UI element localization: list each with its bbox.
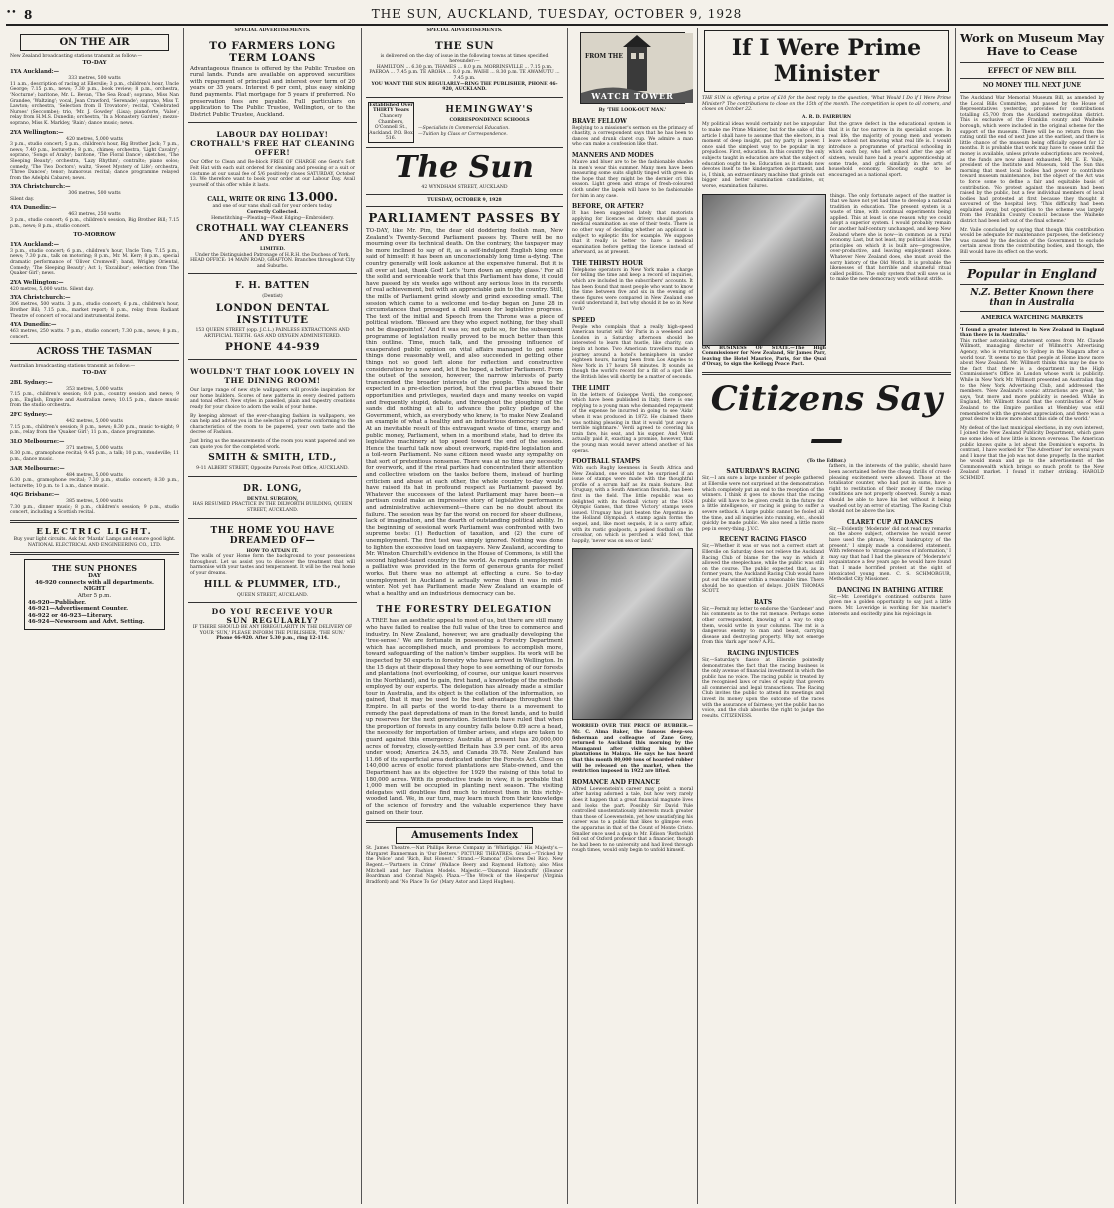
- station-christchurch-tomorrow: 3YA Christchurch:—: [10, 295, 71, 302]
- sun-phones-after: After 5 p.m.: [77, 593, 112, 600]
- ad-crothall-addr: HEAD OFFICE: 14 MAIN ROAD, GRAFTON. Branches throughout City and Suburbs.: [190, 258, 355, 269]
- ad-home-dreams: [188, 519, 357, 604]
- ad-receive-line-1: DO YOU RECEIVE YOUR: [211, 607, 334, 617]
- ad-batten-name: F. H. BATTEN: [235, 281, 310, 292]
- ad-dental-institute: [188, 274, 357, 360]
- speed-body: People who complain that a really high-speed American tourist will 'do' Paris in a weekend and London in a Saturday afternoon should be interested to learn that hustle, like charity, can begin at home. Two American travellers made a journey around a hotel's hemisphere in under eighteen hours, having been from Los Angeles to New York in 17 hours 58 minutes. It sounds as though the world's record for a flit of a spot like the British Isles will shortly be a matter of seconds.: [572, 324, 693, 380]
- radio-intro: New Zealand broadcasting stations transmit as follow:—: [10, 54, 143, 59]
- ad-wallpaper: [188, 360, 357, 477]
- manners-heading: MANNERS AND MODES: [572, 151, 654, 159]
- special-ads-label-2: SPECIAL ADVERTISEMENTS.: [426, 28, 503, 33]
- ad-hemingway-est: Established Over THIRTY Years: [369, 102, 413, 114]
- station-wellington-power: 420 metres, 5,000 watts: [66, 136, 123, 142]
- station-3ar-power: 484 metres, 5,000 watts: [66, 472, 123, 478]
- ad-crothall-ltd: LIMITED.: [260, 247, 285, 253]
- ad-long-body: HAS RESUMED PRACTICE IN THE DILWORTH BUILDING, QUEEN STREET, AUCKLAND.: [192, 502, 353, 513]
- station-2bl: 2BL Sydney:—: [10, 379, 53, 386]
- ad-hemingway-tag-1: —Specialists in Commercial Education.: [418, 126, 510, 132]
- ad-hemingway-name: HEMINGWAY'S: [445, 104, 534, 115]
- letter-racing-injustices-body: Sir,—Saturday's fiasco at Ellerslie pointedly demonstrates the fact that the racing business is the only avenue of financial investment in which the public has no voice. The racing public is treated by the recognised laws or rules of equity that govern all commercial and legal transactions. The Racing Club invites the public to attend its meetings and invest its money upon the outcome of the races with the assurance of fairness; yet the public has no voice, and the club absorbs the right to judge the results. CITIZENESS.: [702, 657, 824, 719]
- ad-crothall: [188, 123, 357, 274]
- ad-hemingway-sub: CORRESPONDENCE SCHOOLS: [449, 117, 530, 123]
- electric-light-heading: ELECTRIC LIGHT.: [36, 527, 153, 538]
- column-radio: [6, 28, 184, 1204]
- ad-crothall-name: CROTHALL WAY CLEANERS AND DYERS: [196, 224, 349, 245]
- letter-claret-heading: CLARET CUP AT DANCES: [846, 518, 934, 526]
- sun-phones-night: NIGHT: [83, 586, 106, 593]
- ad-hemingway-main: [418, 102, 561, 143]
- football-body: With such Rugby keenness in South Africa and New Zealand, one would not be surprised if an issue of stamps were made with the thoughtful profile of a scrum half as its main feature. But Uruguay, with a South American flourish, has been first in the field. The little republic was so delighted with its football victory at the 1924 Olympic Games, that three 'Victory' stamps were issued. Uruguay has just beaten the Argentine in the Holland Olympiad. A stamp again forms the sequel, and, like most sequels, it is a sorry affair, with its rustic goalposts, a poised football on the crossbar, on which is perched a wild fowl, that happily, 'never was on sea or land.': [572, 466, 693, 544]
- paper-date: TUESDAY, OCTOBER 9, 1928: [427, 197, 502, 203]
- station-3lo: 3LO Melbourne:—: [10, 438, 65, 445]
- ad-hill-name: HILL & PLUMMER, LTD.,: [203, 579, 342, 590]
- sun-phones-number-4: 46-924—Newsroom and Advt. Setting.: [28, 619, 145, 626]
- radio-today-label: TO-DAY: [82, 59, 107, 66]
- column-watch-tower: [568, 28, 698, 1204]
- ad-crothall-patron: Under the Distinguished Patronage of H.R.H. the Duchess of York.: [194, 252, 351, 258]
- ad-farmers-body: Advantageous finance is offered by the Public Trustee on rural lands. Funds are available on approved securities with repayment of principal and interest over term of 20 years or 35 years. Interest 6 per cent, plus easy sinking fund payments. Flat mortgage for 5 years if preferred. No preservation fees are payable. Full particulars on application to The Public Trustee, Wellington, or to the District Public Trustee, Auckland.: [190, 65, 355, 118]
- letter-bathing-body: Sir,—Mr. Loveridge's continued outbursts have given me a golden opportunity to say just a little more. Mr. Loveridge is working for his master's interests and excitedly pins his rejoicings in: [829, 594, 951, 617]
- tasman-heading: ACROSS THE TASMAN: [36, 347, 153, 358]
- photo-alma-baker: [572, 548, 693, 720]
- station-auckland-programme: 11 a.m., description of racing at Ellerslie; 3 p.m., children's hour, Uncle George; 7.15 p.m., news; 7.30 p.m., book review; 8 p.m., orchestra, 'Nocturne'; baritone, Mr. L. Bevan, 'The Sea Road'; soprano, Miss Nan Grandee, 'Waltzing'; vocal, Jean Crawford, 'Serenade'; soprano, Miss T. Lawton; orchestra, 'Selection from Il Trovatore'; recital, 'Celebrated Nurses' (Seccombe); trio, 'Mr. J. Gowdey' (Lisa); pianoforte, 'Valse'; relay from H.M.S. Dunedin; orchestra, 'In a Monastery Garden'; mezzo-soprano, Miss K. Markley, 'Rain'; dance music; news.: [10, 81, 179, 126]
- ad-wallpaper-body: Our large range of new style wallpapers will provide inspiration for our home builders. Scores of new patterns in every desired pattern and tonal effect. New styles in panelled, plain and tapestry creations ready for your choice to adorn the walls of your home.: [190, 388, 355, 411]
- limit-heading: THE LIMIT: [572, 384, 610, 392]
- pm-body-columns: [702, 122, 951, 189]
- ad-wallpaper-body-2: By keeping abreast of the ever-changing fashion in wallpapers, we can help and advise you in the selection of patterns conforming to the characteristics of the room to be papered, your own taste and the decree of Fashion.: [190, 413, 355, 436]
- paper-address: 42 WYNDHAM STREET, AUCKLAND: [421, 184, 508, 190]
- column-prime-minister: [698, 28, 956, 1204]
- station-christchurch-silent: Silent day.: [10, 196, 35, 202]
- ad-wallpaper-body-3: Just bring us the measurements of the room you want papered and we can quote you for the completed work.: [190, 439, 355, 450]
- ad-long-role: DENTAL SURGEON,: [246, 496, 299, 502]
- pm-photo-row: [702, 194, 951, 368]
- letter-claret-body: Sir,—Evidently 'Moderate' did not read my remarks on the above subject, otherwise he would never have used the phrase, 'Moral bankruptcy of the present.' I simply made a considered statement. With reference to 'strange sources of information,' I may say that had I had the pleasure of 'Moderate's' acquaintance a few years ago he would have found that I made horrified protest at the sight of intoxicated young men. C. S. SCHMORGUR, Methodist City Missioner.: [829, 526, 951, 583]
- ad-sun-delivery: [366, 34, 563, 98]
- sun-phones-number-1: 46-920—Publisher.: [28, 599, 86, 606]
- letter-bathing-heading: DANCING IN BATHING ATTIRE: [836, 586, 944, 594]
- station-2bl-power: 353 metres, 5,000 watts: [66, 386, 123, 392]
- sun-phones-day: DAY: [88, 573, 101, 580]
- station-dunedin-tomorrow: 4YA Dunedin:—: [10, 322, 57, 329]
- popular-sub-2: AMERICA WATCHING MARKETS: [981, 314, 1083, 321]
- station-auckland-programme-tomorrow: 3 p.m., studio concert; 6 p.m., children's hour, Uncle Tom; 7.15 p.m., news; 7.30 p.m., talk on motoring; 8 p.m., Mr. M. Kerr; 8 p.m., special dramatic performance of 'Oliver Cromwell'; band, Wrigley Oriental, Comedy; 'The Sleeping Beauty'; Act 1; 'Excalibur'; selection from 'The Quaker Girl'; news.: [10, 248, 179, 277]
- ad-wallpaper-heading: WOULDN'T THAT LOOK LOVELY IN THE DINING ROOM!: [190, 367, 355, 386]
- masthead-title: THE SUN, AUCKLAND, TUESDAY, OCTOBER 9, 1928: [371, 7, 743, 21]
- station-christchurch-power: 306 metres, 500 watts: [68, 191, 121, 197]
- ad-crothall-heading: LABOUR DAY HOLIDAY! CROTHALL'S FREE HAT CLEANING OFFER!: [190, 130, 355, 158]
- ad-receive-body: IF THERE SHOULD BE ANY IRREGULARITY IN THE DELIVERY OF YOUR 'SUN,' PLEASE INFORM THE PUBLISHER, 'THE SUN.': [192, 625, 353, 636]
- letter-recent-body: Sir,—Whether it was or was not a correct start at Ellerslie on Saturday does not relieve the Auckland Racing Club of blame for the way in which it allowed the steeplechase, while the public was still on the course. The public expected that, as in former years, the Auckland Racing Club would have put out the winner within a reasonable time. There should be no question of delays. JOHN THOMAS SCOTT.: [702, 544, 824, 595]
- ad-receive-phone: Phone 46-920. After 5.30 p.m., ring 12-114.: [216, 636, 329, 642]
- ad-institute-name: LONDON DENTAL INSTITUTE: [215, 302, 330, 327]
- ad-crothall-call-label: CALL, WRITE OR RING: [207, 196, 286, 204]
- station-auckland-power: 333 metres, 500 watts: [68, 76, 121, 82]
- station-3ar-programme: 6.30 p.m., gramophone recital; 7.30 p.m., studio concert; 8.30 p.m., lecturette; 10 p.m. to 1 a.m., dance music.: [10, 478, 179, 489]
- letter-racing-body: Sir,—I am sure a large number of people gathered at Ellerslie were not surprised at the demonstration which completely put an end to the reception of the winners. I think it goes to shows that the racing public will have to be given credit in the future for a little intelligence, or racing is going to suffer a severe setback. A large public cannot be fooled all the time, and all inquiries into running, etc., should quickly be made public. We also need a little more pep in every-thing. J.V.C.: [702, 476, 824, 532]
- letter-rats-heading: RATS: [753, 598, 773, 606]
- ad-home-body: The walls of your Home form the background to your possessions throughout. Let us assist you to discover the treatment that will harmonise with your tastes and temperament. It will be the real home of your dreams.: [190, 554, 355, 576]
- ad-smith-addr: 9-11 ALBERT STREET, Opposite Parcels Post Office, AUCKLAND.: [196, 466, 349, 472]
- ad-hemingway-side: [368, 102, 414, 143]
- romance-body: Alfred Loewenstein's career may point a moral after having adorned a tale, but how very rarely does it happen that a great financial magnate lives and looks the part. Possibly Sir David Yule controlled unostentatiously interests much greater than those of Loewenstein, yet how unsatisfying his career was to a public that likes to glimpse even the apparatus in that of the Count of Monte Cristo. Smaller once used a quip to Mr. Edison 'Rothschild fell out of Oxford professor that a financier, though he had been to no university and had lived through rough times, would only begin to unfold himself.: [572, 786, 693, 854]
- station-dunedin-programme: 3 p.m., studio concert; 6 p.m., children's session, Big Brother Bill; 7.15 p.m., news; 8 p.m., studio concert.: [10, 218, 179, 229]
- ad-sun-delivery-footer: YOU WANT THE SUN REGULARLY—RING THE PUBLISHER, PHONE 46-920, AUCKLAND.: [371, 81, 558, 93]
- watch-from-label: FROM THE: [585, 53, 623, 60]
- brave-body: Replying to a missioner's sermon on the primacy of chastity, a correspondent says that he has been to dances and drunk claret cup. We admire a man who can make a confession like that.: [572, 125, 693, 148]
- station-wellington: 2YA Wellington:—: [10, 129, 64, 136]
- station-4qg-programme: 7.30 p.m., dinner music; 8 p.m., children's session; 9 p.m., studio concert, including a Scottish recital.: [10, 504, 179, 516]
- pm-intro: THE SUN is offering a prize of £10 for the best reply to the question, 'What Would I Do if I Were Prime Minister?' The contributions to close on the 15th of the month. The competition is open to all comers, and closes on October 22.: [702, 96, 951, 113]
- sun-phones-number-3: 46-922 or 46-923—Literary.: [28, 612, 113, 619]
- sun-phones-day-text: 46-920 connects with all departments.: [35, 579, 154, 586]
- station-3lo-programme: 8.30 p.m., gramophone recital; 9.45 p.m., a talk; 10 p.m., vaudeville; 11 p.m., dance music.: [10, 451, 179, 462]
- popular-intro: 'I found a greater interest in New Zealand in England than there is in Australia.': [960, 327, 1104, 339]
- tasman-intro: Australian broadcasting stations transmit as follow:—: [10, 364, 136, 370]
- station-auckland: 1YA Auckland:—: [10, 69, 60, 76]
- limit-body: In the letters of Guiseppe Verdi, the composer, which have been published in Italy, there is one replying to a young man who demanded repayment of the expense he incurred in going to see 'Aida' when it was produced in 1872. He claimed there was nothing pleasing in that it would 'put away a terrible nightmare.' Verdi agreed to covering his train fare, his seat, and his supper. And Verdi actually paid it, exacting a promise, however, that the young man would never attend another of his operas.: [572, 392, 693, 454]
- citizens-say-sub: (To the Editor.): [806, 458, 847, 464]
- letter-rats-body: Sir,—Permit my letter to endorse the 'Gardener' and his comments as to the rat menace. Perhaps some other correspondent, knowing of a way to stop them, would write in your columns. The rat is a dangerous enemy to man and beast, carrying disease and destroying property. Why not emerge from this 'dark age' now? A.P.L.: [702, 606, 824, 646]
- ad-sun-delivery-body: is delivered on the day of issue in the following towns at times specified hereunder:—: [380, 53, 549, 65]
- ad-dr-long: [188, 477, 357, 519]
- masthead: [6, 4, 1108, 26]
- football-heading: FOOTBALL STAMPS: [572, 458, 641, 466]
- page-corner-mark: ••: [6, 8, 17, 18]
- brave-heading: BRAVE FELLOW: [572, 117, 627, 125]
- column-ads: [184, 28, 362, 1204]
- manners-body: Mauve and bluer are to be the fashionable shades in men's wear this summer. Many men have been measuring some suits slightly tinged with green in the hope that they might be the dernier cri this season. Light green and straps of fresh-coloured cloth under the lapels will have to be fashionable for him in any case.: [572, 159, 693, 199]
- column-museum: [956, 28, 1108, 1204]
- station-christchurch-programme-tomorrow: 306 metres, 500 watts. 3 p.m., studio concert; 6 p.m., children's hour, Brother Bill; 7.15 p.m., market report; 8 p.m., relay from Radiant Theatre of concert of vocal and instrumental items.: [10, 302, 179, 319]
- forestry-heading: THE FORESTRY DELEGATION: [376, 605, 553, 616]
- photo-sir-james-parr: [702, 194, 826, 346]
- popular-body-2: My defeat of the last municipal elections, in my own interest, I joined the New Zealand Publicity Department, which gave me some idea of how little is known overseas. The American public knows quite a lot about the Dominion's exports. In contrast, I have worked for 'The Advertiser' for several years and I know that the job was not done properly. In the market he would mean and go to the advertisement of the Commonwealth which brings so much profit to the New Zealand market. I found it rather striking. HAROLD SCHMIDT.: [960, 425, 1104, 482]
- photo-parr-caption: ON BUSINESS OF STATE.—The High Commissioner for New Zealand, Sir James Parr, leaving the Hotel Maurice, Paris, for the Quai d'Orsay, to sign the Kellogg Peace Pact.: [702, 345, 826, 368]
- station-2fc-programme: 7.15 p.m., children's session; 8 p.m., news; 8.30 p.m., music to-night; 9 p.m., relay from the 'Quaker Girl'; 11 p.m., dance programme.: [10, 424, 179, 436]
- museum-body-2: Mr. Vaile concluded by saying that though this contribution would be adequate for maintenance purposes, the deficiency was caused by the decision of the Government to exclude certain areas from the contributing bodies, and though, the Bill would have its effect on the work.: [960, 227, 1104, 256]
- ad-institute-body: 153 QUEEN STREET (opp. J.C.L.) PAINLESS EXTRACTIONS AND ARTIFICIAL TEETH. GAS AND OXYGEN ADMINISTERED.: [195, 328, 350, 339]
- special-ads-label: SPECIAL ADVERTISEMENTS.: [234, 28, 311, 33]
- pm-body-2: But the grave defect in the educational system is that it is far too narrow in its specialist scope. In real life, the majority of young men and women leave school not knowing what real life is. I would introduce a programme of practical schooling in which each boy, who left school after the age of sixteen, would have had a year's apprenticeship at some trade, and girls similarly in the arts of household economy. Shooting ought to be encouraged as a national sport.: [828, 122, 951, 178]
- ad-home-heading: THE HOME YOU HAVE DREAMED OF—: [210, 525, 335, 546]
- station-wellington-programme-tomorrow: 420 metres, 5,000 watts. Silent day.: [10, 286, 94, 292]
- popular-heading: Popular in England: [967, 266, 1097, 281]
- photo-alma-baker-caption: WORRIED OVER THE PRICE OF RUBBER.—Mr. C. Alma Baker, the famous deep-sea fisherman and colleague of Zane Grey, returned to Auckland this morning by the Maunganui after visiting his rubber plantations in Malaya. He says he has heard that this month 80,000 tons of hoarded rubber will be released on the market, when the restriction imposed in 1922 are lifted.: [572, 724, 693, 775]
- ad-sun-delivery-heading: THE SUN: [434, 39, 495, 52]
- letter-racing-heading: SATURDAY'S RACING: [726, 468, 800, 476]
- ad-crothall-call: [190, 190, 355, 204]
- watch-tower-masthead: [580, 32, 685, 104]
- pm-header-box: [704, 30, 949, 92]
- station-2fc: 2FC Sydney:—: [10, 411, 53, 418]
- museum-body: The Auckland War Memorial Museum Bill, as amended by the Local Bills Committee, and passed by the House of Representatives yesterday, provides for contributions totalling £5,700 from the Auckland metropolitan district. This is exclusive of the Franklin county and Waiheke borough, which were included in the original scheme for the support of the museum. There will be no return from the rating until the end of next June at the earliest, and there is little chance of the museum being officially opened for 12 months. It is probable that work may have to cease until the money is available, unless private subscriptions are received, as the funds are now almost exhausted. Mr. E. E. Vaile, president of the Institute and Museum, told The Sun this morning that most local bodies had power to contribute toward museum maintenance, but the object of the Act was to force some to define a fair and equitable basis of contribution. 'No protest against the museum had been raised by the public, but a few individual members of local bodies had protested at first because they thought it savoured of the hospital levy. 'This difficulty had been explained away, but opposition to the scheme was largely from the Franklin County Council because the Waiheke district had been left out of the final scheme.': [960, 96, 1104, 225]
- ad-sun-delivery-times: HAMILTON ... 6.30 p.m. THAMES ... 8.0 p.m. MORRINSVILLE ... 7.15 p.m. PAEROA ... 7.45 p.m. TE AROHA ... 8.0 p.m. WAIHI ... 8.30 p.m. TE AWAMUTU ... 7.45 p.m.: [369, 64, 560, 81]
- popular-sub: N.Z. Better Known there than in Australia: [970, 287, 1094, 308]
- thirsty-heading: THE THIRSTY HOUR: [572, 259, 644, 267]
- station-dunedin-power: 463 metres, 250 watts: [68, 212, 121, 218]
- amusements-heading: Amusements Index: [396, 827, 533, 844]
- ad-crothall-phone: 13.000.: [287, 190, 338, 205]
- citizens-letters: [702, 464, 951, 719]
- ad-crothall-van-note: and one of our vans shall call for your orders today.: [212, 204, 333, 210]
- station-3lo-power: 371 metres, 5,000 watts: [66, 445, 123, 451]
- station-wellington-programme: 3 p.m., studio concert; 5 p.m., children's hour, Big Brother Jack; 7 p.m., news; 7.40 p.m., lecturette; 8 p.m., chimes; orchestra, 'Light Cavalry'; soprano, 'Songs of Araby'; baritone, 'The Floral Dance'; sketches, 'The Sleeping Beauty'; orchestra, 'Lazy Rhythm'; contralto; piano solos; comedy, 'The Two Doctors'; waltz, 'Sweet Mystery of Life'; orchestra, 'Three Dances'; tenor; humorous recital; dance programme relayed from the Adelphi Cabaret; news.: [10, 142, 179, 181]
- citizens-letters-right: [829, 464, 951, 719]
- ad-receive-line-2: SUN REGULARLY?: [226, 616, 319, 626]
- popular-body: This rather astonishing statement comes from Mr. Claude Willmott, managing director of Willmott's Advertising Agency, who is returning to Sydney in the Niagara after a world tour. 'It seems to me that people at Home know more about New Zealand. Mr. Willmott thinks this may be due to the fact that there is a department in the High Commissioner's Office in London whose work is publicity. While in New York Mr. Willmott presented an Australian flag to the New York Advertising Club, and addressed the members. 'New Zealand's scenic attractions are great,' he says, 'but more and more publicity is needed. While in England, Mr. Willmott found that the contribution of New Zealand to the Empire pavilion at Wembley was still remembered with the greatest appreciation, and there was a great desire to know more about this side of the world.': [960, 338, 1104, 423]
- editorial-body: TO-DAY, like Mr. Pim, the dear old doddering foolish man, New Zealand's Twenty-Second Parliament passes by. There will be no mourning over its technical death. On the contrary, the taxpayer may be more inclined to say of it, as a self-indulgent English king once said of himself: it has been an unconscionably long time a-dying. The country generally will look askance at the expensive funeral. But it is all over at last, thank God! Let's 'turn down an empty glass.' For all the solid and serviceable work that this Parliament has done, it could have passed by six weeks ago without any serious loss in its records of real achievement, but with an appreciable gain to the country. Still, the mills of Parliament grind slowly and grind exceeding small. The session which came to a welcome end to-day began on June 28 in circumstances that presaged a dull season for legislative progress. The text of the initial and Speech from the Throne was a piece of political wisdom. 'Blessed are they who expect nothing, for they shall not be disappointed.' And it was so; not quite so, for the subsequent programme of legislation really proved to be much better than this thin outline. Time, much talk, and the pressing influence of exasperated public opinion on vital affairs managed to get some things done reasonably well, and also succeeded in getting other things not so good left alone for reflection and constructive consideration by a new and, let it be hoped, a better Parliament. From the outset of the session, however, the narrow interests of party transcended the broader interests of the people. This was to be expected in a pre-election period, but the rival parties abused their opportunities and privileges, wasted days and many weeks on vapid and frequently stupid, debate, and throughout the ploughing of the sands did nothing at all to advance the policy pledge of the Government, which, as everybody who knew, is 'to make New Zealand an example of what a healthy and an industrious democracy can be.' At an inevitable result of this extravagant waste of time, energy and public money, Parliament, when in a moribund state, had to drive its legislative machinery at top speed toward the end of the session. Hence the tearful talk now about overwork, rapid-fire legislation and a toil-worn Parliament. No sane citizen need waste any sympathy on that sort of pretentious nonsense. There was at no time any necessity for overwork, and if the rival parties had concentrated their attention and collective wisdom on the tasks before them, instead of hurling criticism and abuse at each other, the whole country to-day would have raised its hat in profound respect as Parliament passed by. Whatever the successes of the latest Parliament may have been—a partisan could make an impressive story of legislative performance and administrative achievement—there can be no doubt about its failure. The session was by far the worst on record for sheer dullness, lack of imagination, and the dearth of outstanding political ability. In the beginning of sessional work Parliament was confronted with two supreme tests: (1) Reduction of taxation, and (2) the cure of unemployment. The first test was simply ignored. Nothing was done to lighten the excessive load on taxpayers. New Zealand, according to Mr. Winston Churchill's evidence in the House of Commons, is still the second highest-taxed country in the world. As regards unemployment a palliative was provided in the form of generous grants for relief works. But there was no attempt at effecting a cure. So to-day unemployment in Auckland is actually worse than it was in mid-winter. Not yet has Parliament made New Zealand an example of what a healthy and an industrious democracy can be.: [366, 228, 563, 597]
- station-2bl-programme: 7.15 p.m., children's session; 8.0 p.m., country session and news; 9 p.m., English, Empire and Australian news; 10.15 p.m., dance music from the studio orchestra.: [10, 392, 179, 409]
- electric-light-body: Buy your light circuits. Ask for 'Mazda' Lamps and ensure good light. NATIONAL ELECTRICAL AND ENGINEERING CO., LTD.: [13, 537, 176, 548]
- station-dunedin: 4YA Dunedin:—: [10, 205, 57, 212]
- on-the-air-heading: ON THE AIR: [20, 34, 169, 51]
- before-body: It has been suggested lately that motorists applying for licences as drivers should pass a medical examination as one of their tests. There is no other way of deciding whether an applicant is subject to epileptic fits for example. We suppose that it really is better to have a medical examination before getting the licence instead of afterward, as at present.: [572, 211, 693, 256]
- museum-heading: Work on Museum May Have to Cease: [960, 31, 1104, 58]
- watch-byline: By 'THE LOOK-OUT MAN.': [598, 108, 667, 113]
- ad-batten-role: (Dentist): [262, 294, 283, 300]
- ad-crothall-body: Our Offer to Clean and Re-block FREE OF CHARGE one Gent's Soft Felt Hat with each suit ordered for cleaning and pressing or a suit or costume at our usual fee of 5/6 positively closes SATURDAY, October 13. We therefore want to book your order at our Labour Day. Avail yourself of this offer while it lasts.: [190, 160, 355, 188]
- letter-racing-injustices-heading: RACING INJUSTICES: [727, 649, 799, 657]
- museum-sub: EFFECT OF NEW BILL: [987, 66, 1077, 75]
- ad-home-sub: HOW TO ATTAIN IT.: [246, 548, 299, 554]
- speed-heading: SPEED: [572, 316, 596, 324]
- station-4qg-power: 385 metres, 5,000 watts: [66, 499, 123, 505]
- ad-farmers-loans: [188, 34, 357, 124]
- ad-hemingway: [366, 98, 563, 148]
- forestry-body: A TREE has an aesthetic appeal to most of us, but there are still many who have failed to realise the full value of the tree to commerce and industry. In New Zealand, however, we are gradually developing the 'tree-sense.' We are fortunate in possessing a Forestry Department which has accomplished much, and promises to accomplish more, toward safeguarding of the nation's timber supplies. Its work will be inspected by 50 experts in forestry who have arrived in Wellington. In the 15 days at their disposal they hope to see something of our forests and plantations (not overlooking, of course, our unique kauri reserves in the Northland), and to gain, first hand, a knowledge of the methods employed by our experts. The delegation has already made a similar tour in Australia, and its object is the collation of the information, so gained, that it may be used to the best advantage throughout the Empire. In all parts of the world to-day there is a movement to remedy the past depredations of man in the forest lands, and to build up reserves for the next generation. Scientists have ruled that when the proportion of forests in any country falls below 0.89 acre a head, the necessity for importation of timber arises, and steps are taken to guard against this emergency. Australia at present has 20,000,000 acres of forestry, closely-settled Britain has 3.9 per cent. of its area under wood; America 24.55, and Canada 39.78. New Zealand has 11.66 of its superficial area dedicated under the Forests Act. Close on 140,000 acres of exotic forest plantations are State-owned, and the Department has as its objective for 1929 the raising of this total to 180,000 acres. With its productive trade in view, it is probable that 1,000 men will be occupied in planting next season. The visiting delegates will doubtless find much to interest them in this richly-wooded land. We, in our turn, may learn much from their knowledge of the science of forestry and the valuable experience they have gained on their tour.: [366, 618, 563, 816]
- ad-hemingway-tag-2: —Tuition by Class or Correspondence.: [418, 131, 508, 137]
- pm-author: A. R. D. FAIRBURN: [801, 114, 852, 120]
- citizens-letters-left: [702, 464, 824, 719]
- column-editorial: [362, 28, 568, 1204]
- museum-sub-2: NO MONEY TILL NEXT JUNE: [982, 82, 1082, 89]
- ad-farmers-heading: TO FARMERS LONG TERM LOANS: [209, 39, 336, 64]
- thirsty-body: Telephone operators in New York make a charge for telling the time and keep a record of inquiries, which are included in the subscribers' accounts. It has been found that most people who want to know the time between five and six in the evening of these figures were compared in New Zealand one could understand it, but why should it be so in New York?: [572, 267, 693, 313]
- pm-body-1: My political ideas would certainly not be unpopular to make me Prime Minister, but for the sake of this article I shall have to assume that the electors, in a moment of deep insight, put my party in power. I once said the simplest way to be popular in my prejudices. First, education. In this country the only subjects taught in education are what the subject of education ought to be. Education as it stands now devotes itself to the kindergarten department, and is, I think, an extraordinary machine that grinds out bigger and better examination candidates, or, worse, examination failures.: [702, 122, 825, 189]
- station-2fc-power: 442 metres, 5,000 watts: [66, 418, 123, 424]
- station-christchurch: 3YA Christchurch:—: [10, 184, 71, 191]
- station-4qg: 4QG Brisbane:—: [10, 492, 60, 499]
- radio-tomorrow-label: TO-MORROW: [73, 232, 116, 239]
- ad-hill-addr: QUEEN STREET, AUCKLAND.: [236, 592, 308, 598]
- before-heading: BEFORE, OR AFTER?: [572, 203, 644, 211]
- letter-racing-continued: fathers, in the interests of the public, should have been ascertained before the cheap thrills of crowd-pleasing excitement were allowed. Those at the totalisator counter, who had put in sums, have a right to restitution of their money if the racing conditions are not properly observed. Surely a man should be able to have his bet without it being washed out by an error of starting. The Racing Club should not be above the law.: [829, 464, 951, 515]
- watch-tower-label: WATCH TOWER: [591, 91, 674, 101]
- ad-long-name: DR. LONG,: [243, 483, 302, 494]
- pm-body-3: things. The only fortunate aspect of the matter is that we have not yet had time to develop a national tradition in education. The present system is a waste of time, with continual experiments being applied. This at least is one reason why we could adopt a superior system. I would probably remain for another half-century unchanged, and keep New Zealand where she is now—in common as a rural economy. Last, but not least, my political ideas. The principles on which it is built are—progressive, over-productive, and leaving employment alone. Whatever New Zealand does, she must avoid the sorry history of the Old World. It is probable the likenesses of that horrible and shameful ritual called politics. The only system that will save us is to make the new democracy work without strife.: [830, 193, 951, 283]
- letter-recent-heading: RECENT RACING FIASCO: [719, 536, 807, 544]
- station-auckland-tomorrow: 1YA Auckland:—: [10, 241, 60, 248]
- amusements-list: St. James Theatre.—Nat Phillips Revue Company in 'Whirligigs.' His Majesty's.—Margaret Bannerman in 'Our Betters.' PICTURE THEATRES. Grand.—'Tricked by the Police' and 'Rich, But Honest.' Strand.—'Ramona' (Dolores Del Rio). New Regent.—'Partners in Crime' (Wallace Beery and Raymond Hatton); also Miss Mitchell and her Fashion Models. Majestic.—'Diamond Handcuffs' (Eleanor Boardman and Conrad Nagel). Plaza.—'The Wreck of the Hesperus' (Virginia Bradford) and 'No Place To Go' (Mary Astor and Lloyd Hughes).: [366, 846, 563, 885]
- romance-heading: ROMANCE AND FINANCE: [572, 778, 660, 786]
- station-dunedin-programme-tomorrow: 463 metres, 250 watts. 7 p.m., studio concert; 7.30 p.m., news; 8 p.m., concert.: [10, 329, 179, 340]
- editorial-heading: PARLIAMENT PASSES BY: [368, 211, 561, 226]
- citizens-say-heading: Citizens Say—: [710, 378, 943, 459]
- pm-photo-block: [702, 194, 826, 368]
- paper-nameplate: The Sun: [395, 149, 534, 185]
- station-3ar: 3AR Melbourne:—: [10, 465, 65, 472]
- page-number: 8: [24, 8, 33, 22]
- sun-phones-heading: THE SUN PHONES: [52, 563, 137, 574]
- ad-smith-name: SMITH & SMITH, LTD.,: [208, 453, 337, 464]
- ad-crothall-hemstitching: Hemstitching—Pleating—Pleat Edging—Embroidery.: [211, 215, 334, 221]
- sun-phones-box: [24, 559, 165, 630]
- ad-hemingway-addr: Chancery Chambers, O'Connell St., Auckland. P.O. Box 516.: [369, 113, 413, 142]
- pm-heading: If I Were Prime Minister: [731, 35, 922, 87]
- ad-crothall-collected: Correctly Collected.: [246, 209, 299, 215]
- ad-institute-phone: PHONE 44-939: [224, 341, 321, 354]
- station-wellington-tomorrow: 2YA Wellington:—: [10, 279, 64, 286]
- sun-phones-number-2: 46-921—Advertisement Counter.: [28, 606, 129, 613]
- tasman-today: TO-DAY: [82, 369, 107, 376]
- ad-receive-sun: [188, 603, 357, 646]
